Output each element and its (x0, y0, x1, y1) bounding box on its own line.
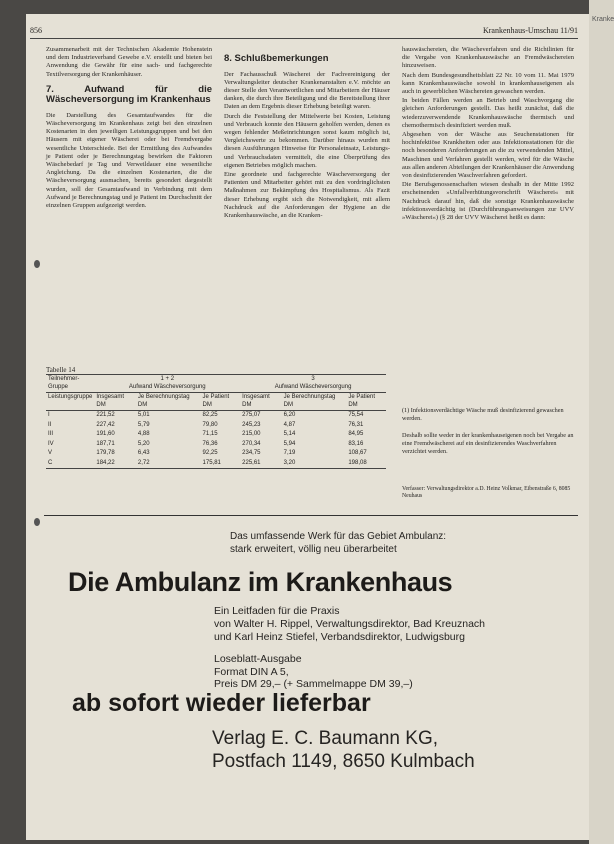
table-cell: 4,88 (137, 431, 150, 437)
table-row (46, 459, 386, 469)
table-cell: 6,43 (137, 450, 150, 456)
ad-publisher (212, 727, 475, 773)
table-cell: 75,54 (348, 412, 364, 418)
table-cell: II (48, 421, 52, 428)
section-8-heading: 8. Schlußbemerkungen (224, 53, 329, 64)
table-cell: 5,79 (137, 421, 150, 428)
table-cell: 84,95 (348, 431, 364, 437)
table-row (46, 411, 386, 421)
table-cell: 3,20 (283, 459, 296, 466)
table-row (46, 430, 386, 440)
table-cell: 275,07 (242, 412, 261, 418)
col3-paragraph: hauswäschereien, die Wäscheverfahren und die Richtlinien für die Vergabe von Krankenhauswäsche an Fremdwäschereien hinzuweisen. (402, 46, 574, 70)
ad-subtitle-line: und Karl Heinz Stiefel, Verbandsdirektor, Ludwigsburg (214, 630, 465, 643)
ad-price-line: Preis DM 29,– (+ Sammelmappe DM 39,–) (214, 678, 413, 690)
table-cell: 76,36 (202, 440, 218, 447)
author-note: Verfasser: Verwaltungsdirektor a.D. Heinz Volkmar, Eibenstraße 6, 8085 Neuhaus (402, 486, 571, 499)
ad-format-line: Format DIN A 5, (214, 665, 289, 678)
table-cell: 5,94 (283, 440, 296, 447)
table-cell: 234,75 (242, 450, 261, 456)
page-number: 856 (30, 26, 42, 35)
cost-table (46, 374, 386, 469)
table-cell: 5,14 (283, 431, 296, 437)
col3-paragraph: Abgesehen von der Wäsche aus Seuchenstationen für hochinfektiöse Krankheiten oder aus Infektionsstationen für die noch besonderen Anforderungen an die zu verwendenden Mittel, Maschinen und Verfahren gestellt werden, wird für die Wäsche aus allen anderen Abteilungen der Krankenhäuser die Anwendung von desinfizierenden Waschverfahren gefordert. (402, 131, 575, 180)
table-cell: 7,19 (283, 450, 296, 456)
ad-subtitle-line: Ein Leitfaden für die Praxis (214, 605, 340, 617)
column-header: Je Berechnungstag DM (283, 394, 336, 408)
group-2-header: 3 Aufwand Wäscheversorgung (274, 376, 352, 390)
next-page-edge (589, 0, 614, 844)
column-header: Je Berechnungstag DM (137, 394, 190, 408)
ad-publisher-line: Postfach 1149, 8650 Kulmbach (212, 751, 475, 772)
ad-format-info (214, 653, 413, 691)
col1-body: Die Darstellung des Gesamtaufwandes für die Wäscheversorgung im Krankenhaus zeigt bei den einzelnen Kostenarten in den jeweiligen Leistungsgruppen und bei den Häusern mit eigener Wäscherei oder bei Fremdvergabe wesentliche Unterschiede. Bei der Ermittlung des Aufwandes je Patient oder je Berechnungstag bewirken die Faktoren Wäschebedarf je Tag und Verweildauer eine wesentliche Angleichung. Da die einzelnen Kostenarten, die die Wäscheversorgung ausmachen, bereits gesondert dargestellt wurden, soll der Gesamtaufwand in Verbindung mit dem Aufwand je Berechnungstag und je Patient im Durchschnitt der einzelnen Gruppen aufgezeigt werden. (46, 111, 212, 210)
running-title: Krankenhaus-Umschau 11/91 (482, 26, 578, 35)
table-cell: 5,01 (137, 412, 150, 418)
table-row (46, 440, 386, 450)
ad-publisher-line: Verlag E. C. Baumann KG, (212, 728, 439, 749)
column-3 (402, 46, 574, 223)
column-header: Je Patient DM (202, 394, 230, 408)
table-cell: 76,31 (348, 421, 364, 428)
table-cell: 179,78 (96, 450, 115, 456)
table-cell: V (48, 450, 53, 456)
column-header: Insgesamt DM (96, 394, 125, 408)
table-caption: Tabelle 14 (46, 366, 76, 374)
table-cell: 108,67 (348, 450, 367, 456)
table-cell: I (48, 412, 50, 418)
column-2 (224, 46, 390, 221)
column-header: Leistungsgruppe (48, 394, 93, 400)
col2-paragraph: Eine geordnete und fachgerechte Wäscheversorgung der Patienten und Mitarbeiter gehört mit zu den vordringlichsten Maßnahmen zur Bekämpfung des Hospitalismus. Als Fazit dieser Erhebung ergibt sich die Notwendigkeit, mit allem Nachdruck auf die Anforderungen der Hygiene an die Krankenhauswäsche, an die Kranken- (224, 170, 390, 219)
col1-intro: Zusammenarbeit mit der Technischen Akademie Hohenstein und dem Industrieverband Gewebe e.V. erstellt und bieten bei Anwendung die Gewähr für eine sach- und fachgerechte Textilversorgung der Krankenhäuser. (46, 46, 212, 78)
table-cell: 221,52 (96, 412, 115, 418)
header-rule (30, 38, 578, 39)
ad-intro-line: Das umfassende Werk für das Gebiet Ambulanz: (230, 531, 447, 542)
punch-hole-icon (34, 518, 40, 526)
table-cell: IV (48, 440, 54, 447)
ad-subtitle (214, 605, 485, 643)
table-cell: 175,81 (202, 459, 221, 466)
table-cell: C (48, 459, 53, 466)
table-cell: 227,42 (96, 421, 115, 428)
table-cell: 191,60 (96, 431, 115, 437)
table-cell: 83,16 (348, 440, 364, 447)
group-column-label: Teilnehmer-Gruppe (48, 376, 80, 390)
col3-paragraph: Die Berufsgenossenschaften wiesen deshalb in der Mitte 1992 erscheinenden »Unfallverhütungsvorschrift Wäscherei« mit Nachdruck darauf hin, daß die sonstige Krankenhauswäsche infektionsverdächtig ist (Durchführungsanweisungen zur UVV »Wäscherei«) (§ 28 der UVV Wäscherei heißt es dann: (402, 181, 574, 222)
col3-paragraph: Nach dem Bundesgesundheitsblatt 22 Nr. 10 vom 11. Mai 1979 kann Krankenhauswäsche sowohl in krankenhauseigenen als auch in gewerblichen Wäschereien gewaschen werden. (402, 71, 574, 96)
column-header: Insgesamt DM (242, 394, 270, 408)
section-7-heading: 7. Aufwand für die Wäscheversorgung im Krankenhaus (46, 83, 212, 106)
table-cell: 184,22 (96, 459, 115, 466)
table-cell: III (48, 431, 54, 437)
group-1-header: 1 + 2 Aufwand Wäscheversorgung (128, 376, 206, 390)
table-cell: 92,25 (202, 450, 218, 456)
column-header: Je Patient DM (348, 394, 376, 408)
table-cell: 187,71 (96, 440, 115, 447)
col2-paragraph: Durch die Feststellung der Mittelwerte bei Kosten, Leistung und Verbrauch konnte den Häusern geholfen werden, denen es wegen fehlender Meßeinrichtungen sonst kaum möglich ist, Vergleichswerte zu bekommen. Darüber hinaus wurden mit diesen Ausführungen Hinweise für Personaleinsatz, Leistungs- und Verbrauchsdaten vermittelt, die eine Überprüfung des eigenen Betriebes möglich machen. (224, 112, 390, 169)
table-cell: 6,20 (283, 412, 296, 418)
table-row (46, 421, 386, 431)
ad-book-title: Die Ambulanz im Krankenhaus (68, 567, 453, 597)
column-1 (46, 46, 212, 211)
punch-hole-icon (34, 260, 40, 268)
table-cell: 245,23 (242, 421, 261, 428)
ad-subtitle-line: von Walter H. Rippel, Verwaltungsdirektor, Bad Kreuznach (214, 617, 485, 630)
table-cell: 215,00 (242, 431, 261, 437)
ad-intro-line: stark erweitert, völlig neu überarbeitet (230, 543, 397, 555)
table-group-row (46, 375, 386, 393)
closing-paragraph: Deshalb sollte weder in der krankenhauseigenen noch bei Vergabe an eine Fremdwäscherei auf ein desinfizierendes Waschverfahren verzichtet werden. (402, 432, 574, 455)
table-cell: 270,34 (242, 440, 261, 447)
table-cell: 5,20 (137, 440, 150, 447)
table-cell: 71,15 (202, 431, 218, 437)
table-cell: 198,08 (348, 459, 367, 466)
table-cell: 225,61 (242, 459, 261, 466)
next-page-tab: Kranke (592, 16, 614, 23)
ad-format-line: Loseblatt-Ausgabe (214, 653, 302, 665)
table-cell: 82,25 (202, 412, 218, 418)
table-cell: 4,87 (283, 421, 296, 428)
col3-paragraph: In beiden Fällen werden an Betrieb und Waschvorgang die gleichen Anforderungen gestellt. Das heißt zunächst, daß die wiederzuverwendende Krankenhauswäsche thermisch und chemothermisch desinfiziert werden muß. (402, 97, 574, 129)
ad-intro (230, 531, 446, 556)
table-row (46, 449, 386, 459)
table-cell: 79,80 (202, 421, 218, 428)
ad-availability: ab sofort wieder lieferbar (72, 689, 371, 717)
table-cell: 2,72 (137, 459, 150, 466)
col2-paragraph: Der Fachausschuß Wäscherei der Fachvereinigung der Verwaltungsleiter deutscher Krankenanstalten e.V. möchte an dieser Stelle den Verantwortlichen und Mitarbeitern der Häuser danken, die durch ihre Beteiligung und die Bereitstellung ihrer Daten an dem Ergebnis dieser Erhebung beteiligt waren. (224, 70, 390, 111)
uvv-quote: (1) Infektionsverdächtige Wäsche muß desinfizierend gewaschen werden. (402, 407, 564, 422)
table-header-row (46, 393, 386, 411)
